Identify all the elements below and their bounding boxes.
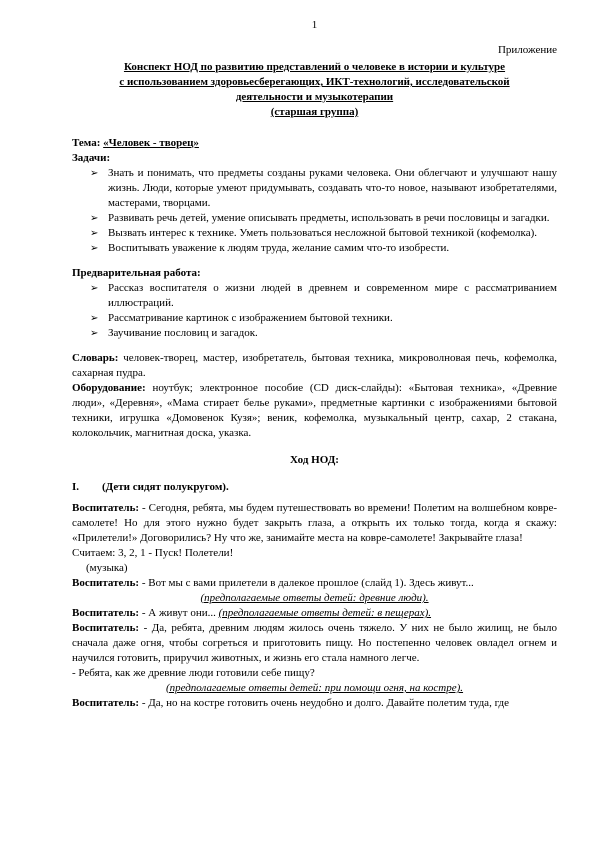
tasks-heading: Задачи:: [72, 152, 111, 164]
task-item-text: Вызвать интерес к технике. Уметь пользоваться несложной бытовой техникой (кофемолка).: [108, 227, 537, 239]
prep-work-item-text: Заучивание пословиц и загадок.: [108, 327, 258, 339]
page-number: 1: [311, 19, 318, 31]
dialogue-speaker-label: Воспитатель:: [72, 577, 140, 589]
title-line: с использованием здоровьесберегающих, ИКТ-технологий, исследовательской: [119, 76, 510, 88]
section-number: I.: [72, 481, 80, 493]
expected-answer-line: [72, 681, 557, 696]
prep-work-item-text: Рассказ воспитателя о жизни людей в древнем и современном мире с рассматриванием иллюстраций.: [108, 282, 557, 309]
task-item-text: Знать и понимать, что предметы созданы руками человека. Они облегчают и улучшают нашу жизнь. Люди, которые умеют придумывать, создавать что-то новое, называют изобретателями, мастерами, творцами.: [108, 167, 557, 209]
dialogue-speaker-label: Воспитатель:: [72, 697, 140, 709]
dialogue-text: - А живут они...: [139, 607, 219, 619]
progress-heading: Ход НОД:: [290, 454, 339, 466]
arrow-bullet-icon: ➢: [90, 243, 99, 254]
expected-answer: (предполагаемые ответы детей: древние люди).: [200, 592, 429, 604]
task-item-text: Развивать речь детей, умение описывать предметы, использовать в речи пословицы и загадки.: [108, 212, 550, 224]
task-item: [72, 241, 557, 256]
expected-answer: (предполагаемые ответы детей: при помощи огня, на костре).: [165, 682, 464, 694]
task-item: [72, 211, 557, 226]
vocabulary-label: Словарь:: [72, 352, 119, 364]
dialogue-speaker-label: Воспитатель:: [72, 622, 140, 634]
dialogue-text: - Да, но на костре готовить очень неудобно и долго. Давайте полетим туда, где: [139, 697, 510, 709]
dialogue-line: [72, 606, 557, 621]
document-title: [72, 60, 557, 120]
theme-label: Тема:: [72, 137, 101, 149]
dialogue-text: - Ребята, как же древние люди готовили себе пищу?: [72, 667, 315, 679]
arrow-bullet-icon: ➢: [90, 313, 99, 324]
music-note: (музыка): [86, 562, 128, 574]
task-item: [72, 226, 557, 241]
arrow-bullet-icon: ➢: [90, 213, 99, 224]
section-heading: [72, 480, 557, 495]
dialogue-text: Считаем: 3, 2, 1 - Пуск! Полетели!: [72, 547, 234, 559]
expected-answer: (предполагаемые ответы детей: в пещерах).: [218, 607, 432, 619]
vocabulary-paragraph: [72, 351, 557, 381]
theme: [72, 136, 557, 151]
dialogue-line: [72, 621, 557, 666]
dialogue-text: - Вот мы с вами прилетели в далекое прошлое (слайд 1). Здесь живут...: [139, 577, 474, 589]
narration-line: [72, 546, 557, 561]
dialogue-line: [72, 576, 557, 591]
tasks-list: [72, 166, 557, 256]
prep-work-heading: Предварительная работа:: [72, 267, 201, 279]
dialogue-text: - Сегодня, ребята, мы будем путешествовать во времени! Полетим на волшебном ковре-самолете! Но для этого нужно будет закрыть глаза, а открыть их только тогда, когда я скажу: «Прилетели!» Договорились? Ну что же, занимайте места на ковре-самолете! Закрывайте глаза!: [72, 502, 557, 544]
arrow-bullet-icon: ➢: [90, 228, 99, 239]
dialogue-speaker-label: Воспитатель:: [72, 607, 140, 619]
prep-work-item: [72, 311, 557, 326]
expected-answer-line: [72, 591, 557, 606]
dialogue-speaker-label: Воспитатель:: [72, 502, 140, 514]
section-note: (Дети сидят полукругом).: [102, 481, 229, 493]
prep-work-item: [72, 326, 557, 341]
theme-value: «Человек - творец»: [103, 137, 199, 149]
vocabulary-text: человек-творец, мастер, изобретатель, бытовая техника, микроволновая печь, кофемолка, сахарная пудра.: [72, 352, 557, 379]
task-item-text: Воспитывать уважение к людям труда, желание самим что-то изобрести.: [108, 242, 450, 254]
title-line: Конспект НОД по развитию представлений о человеке в истории и культуре: [123, 61, 506, 73]
arrow-bullet-icon: ➢: [90, 168, 99, 179]
narration-line: [72, 666, 557, 681]
equipment-label: Оборудование:: [72, 382, 146, 394]
prep-work-item: [72, 281, 557, 311]
title-line: деятельности и музыкотерапии: [235, 91, 394, 103]
equipment-text: ноутбук; электронное пособие (CD диск-слайды): «Бытовая техника», «Древние люди», «Деревня», «Мама стирает белье руками», предметные картинки с изображениями бытовой техники, игрушка «Домовенок Кузя»; веник, кофемолка, музыкальный центр, сахар, 2 стакана, колокольчик, магнитная доска, указка.: [72, 382, 557, 439]
dialogue-text: - Да, ребята, древним людям жилось очень тяжело. У них не было жилищ, не было сначала даже огня, чтобы согреться и приготовить пищу. Но постепенно человек овладел огнем и научился готовить, приручил животных, и жизнь его стала намного легче.: [72, 622, 557, 664]
title-line: (старшая группа): [270, 106, 359, 118]
equipment-paragraph: [72, 381, 557, 441]
dialogue-line: [72, 501, 557, 546]
prep-work-list: [72, 281, 557, 341]
arrow-bullet-icon: ➢: [90, 328, 99, 339]
dialogue-line: [72, 696, 557, 711]
appendix-label: Приложение: [497, 44, 557, 56]
dialogue: [72, 501, 557, 711]
arrow-bullet-icon: ➢: [90, 283, 99, 294]
prep-work-item-text: Рассматривание картинок с изображением бытовой техники.: [108, 312, 393, 324]
task-item: [72, 166, 557, 211]
